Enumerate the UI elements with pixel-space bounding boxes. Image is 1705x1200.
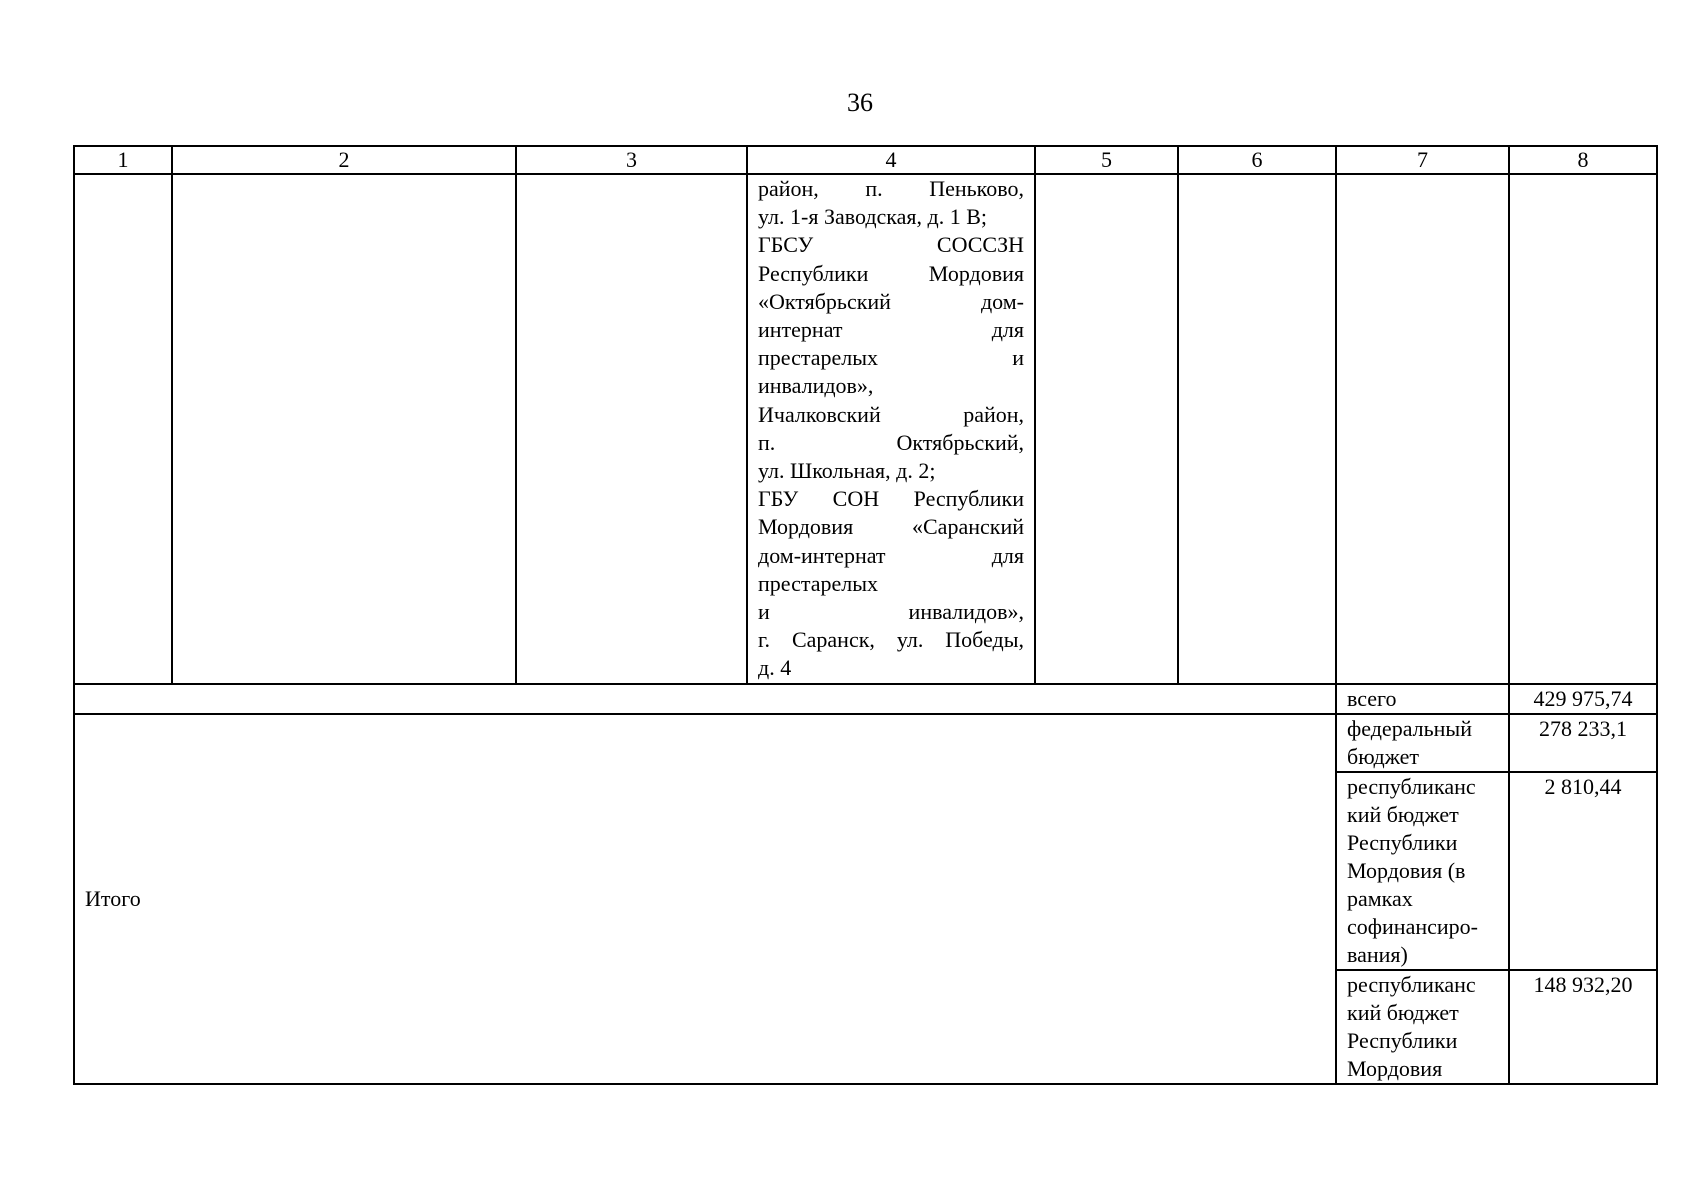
funding-source-value: 2 810,44 xyxy=(1509,772,1657,970)
address-line: г. Саранск, ул. Победы, xyxy=(758,627,1024,653)
address-line: Мордовия «Саранский xyxy=(758,514,1024,540)
address-line: интернат для xyxy=(758,317,1024,343)
header-cell: 3 xyxy=(516,146,747,174)
table-cell-col5 xyxy=(1035,174,1178,684)
table-header-row xyxy=(74,146,1657,174)
address-line: престарелых xyxy=(758,570,879,596)
itogo-label: Итого xyxy=(74,714,1336,1084)
address-line: ул. 1-я Заводская, д. 1 В; xyxy=(758,204,988,230)
funding-source-value: 148 932,20 xyxy=(1509,970,1657,1084)
header-cell: 7 xyxy=(1336,146,1509,174)
table-cell-col3 xyxy=(516,174,747,684)
table-cell-col2 xyxy=(172,174,516,684)
table-cell-col7 xyxy=(1336,174,1509,684)
table-row xyxy=(74,684,1657,714)
address-line: д. 4 xyxy=(758,655,792,681)
total-value: 429 975,74 xyxy=(1509,684,1657,714)
table-cell-col8 xyxy=(1509,174,1657,684)
address-line: п. Октябрьский, xyxy=(758,429,1024,455)
table-row xyxy=(74,174,1657,684)
table-cell-col4-address xyxy=(747,174,1035,684)
address-line: инвалидов», xyxy=(758,373,874,399)
header-cell: 2 xyxy=(172,146,516,174)
header-cell: 1 xyxy=(74,146,172,174)
header-cell: 5 xyxy=(1035,146,1178,174)
address-line: ул. Школьная, д. 2; xyxy=(758,458,936,484)
table-cell-col1 xyxy=(74,174,172,684)
total-spacer-cell xyxy=(74,684,1336,714)
address-line: Республики Мордовия xyxy=(758,260,1024,286)
funding-source-label: федеральный бюджет xyxy=(1336,714,1509,772)
address-line: дом-интернат для xyxy=(758,542,1024,568)
funding-source-value: 278 233,1 xyxy=(1509,714,1657,772)
address-line: и инвалидов», xyxy=(758,599,1024,625)
header-cell: 6 xyxy=(1178,146,1336,174)
budget-table xyxy=(73,145,1658,1085)
address-line: «Октябрьский дом- xyxy=(758,288,1024,314)
total-label: всего xyxy=(1336,684,1509,714)
header-cell: 4 xyxy=(747,146,1035,174)
address-line: район, п. Пеньково, xyxy=(758,176,1024,201)
funding-source-label: республиканс кий бюджет Республики Мордовия xyxy=(1336,970,1509,1084)
address-line: Ичалковский район, xyxy=(758,401,1024,427)
page-number: 36 xyxy=(847,88,873,117)
address-line: ГБСУ СОССЗН xyxy=(758,232,1024,258)
header-cell: 8 xyxy=(1509,146,1657,174)
table-cell-col6 xyxy=(1178,174,1336,684)
address-line: престарелых и xyxy=(758,345,1024,371)
address-line: ГБУ СОН Республики xyxy=(758,486,1024,512)
table-row xyxy=(74,714,1657,772)
funding-source-label: республиканс кий бюджет Республики Мордовия (в рамках софинансиро- вания) xyxy=(1336,772,1509,970)
